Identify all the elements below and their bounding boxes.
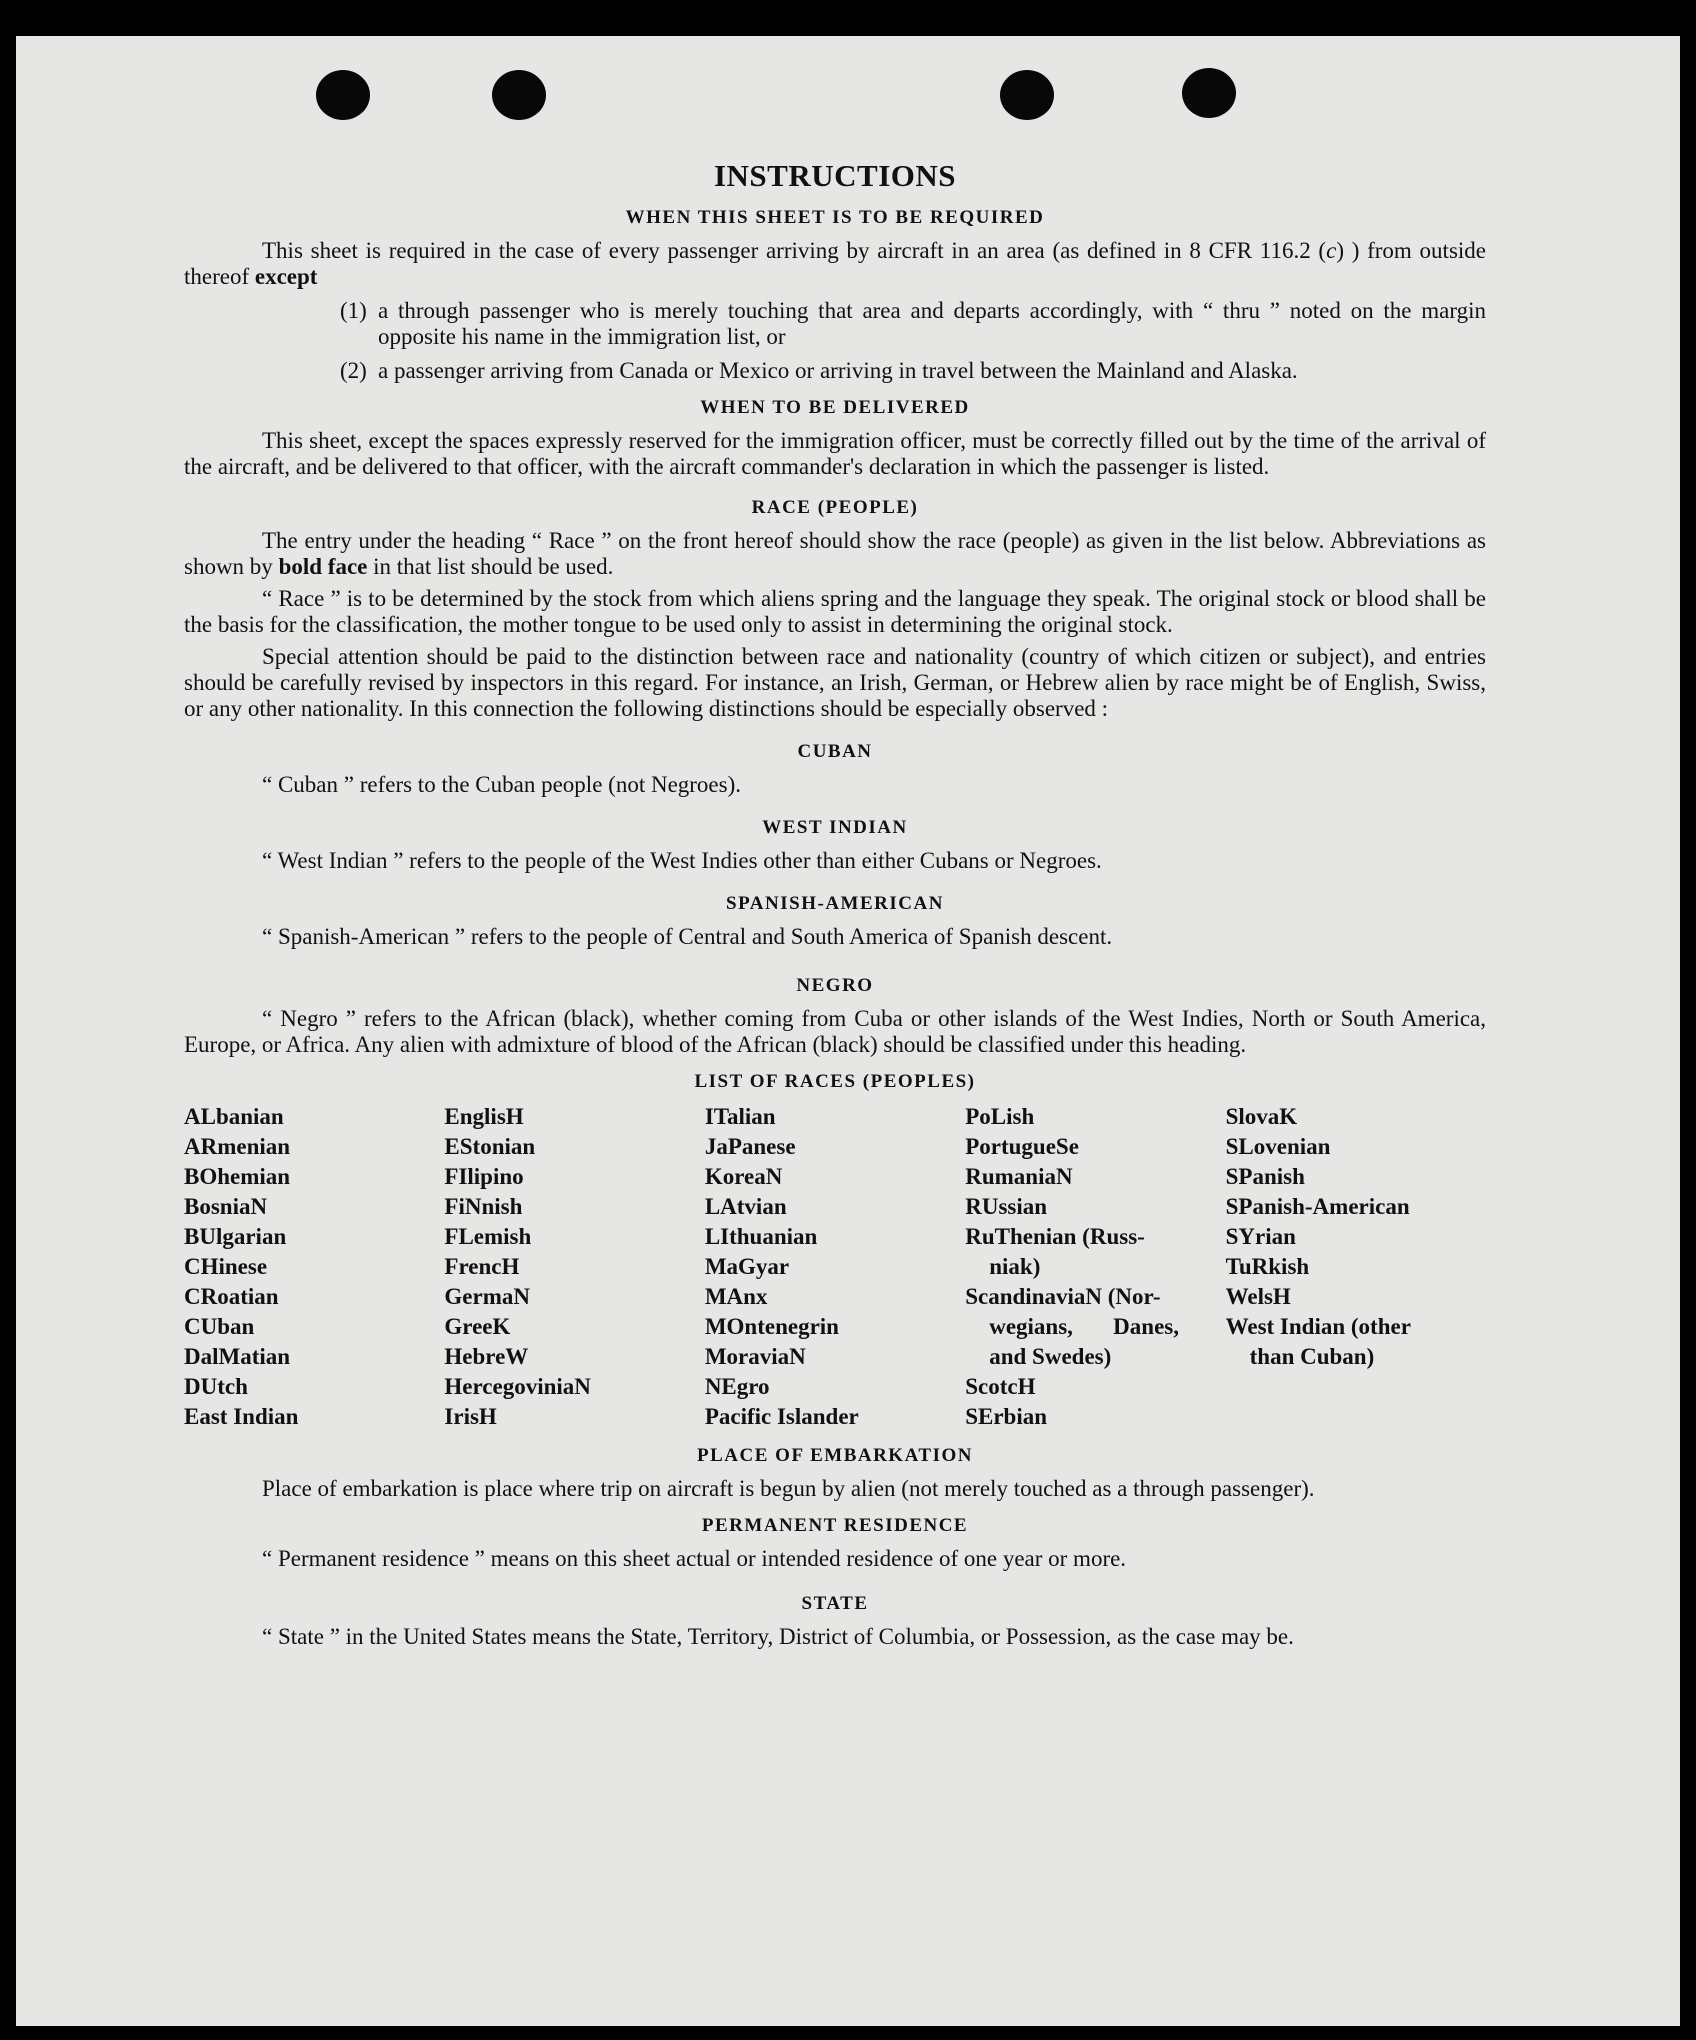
race-entry: Pacific Islander: [704, 1404, 859, 1429]
race-entry: WelsH: [1225, 1284, 1291, 1309]
race-entry: FIlipino: [444, 1164, 524, 1189]
race-entry: wegians, Danes,: [989, 1314, 1179, 1339]
race-paragraph-2: “ Race ” is to be determined by the stock from which aliens spring and the language they speak. The original stock or blood shall be the basis for the classification, the mother tongue to be used only to assist in determining the original stock.: [184, 586, 1486, 637]
race-paragraph-3: Special attention should be paid to the distinction between race and nationality (country of which citizen or subject), and entries should be carefully revised by inspectors in this regard. For instance, an Irish, German, or Hebrew alien by race might be of English, Swiss, or any other nationality. In this connection the following distinctions should be especially observed :: [184, 644, 1486, 721]
heading-cuban: CUBAN: [797, 741, 873, 762]
punch-hole: [492, 70, 546, 120]
race-entry: SYrian: [1225, 1224, 1296, 1249]
race-entry: FiNnish: [444, 1194, 523, 1219]
race-entry: BUlgarian: [184, 1224, 287, 1249]
race-entry: EnglisH: [444, 1104, 524, 1129]
race-entry: ARmenian: [184, 1134, 291, 1159]
race-entry: TuRkish: [1225, 1254, 1310, 1279]
punch-hole: [1000, 70, 1054, 120]
exception-item-1: (1) a through passenger who is merely touching that area and departs accordingly, with “ thru ” noted on the margin opposite his name in the immigration list, or: [340, 298, 1486, 349]
heading-spanish-american: SPANISH-AMERICAN: [726, 893, 944, 914]
heading-west-indian: WEST INDIAN: [762, 817, 908, 838]
race-entry: MoraviaN: [704, 1344, 806, 1369]
race-entry: IrisH: [444, 1404, 497, 1429]
race-entry: PoLish: [965, 1104, 1035, 1129]
race-entry: SPanish-American: [1225, 1194, 1410, 1219]
race-entry: RuThenian (Russ-: [965, 1224, 1145, 1249]
cuban-text: “ Cuban ” refers to the Cuban people (not Negroes).: [262, 772, 742, 797]
page-title: INSTRUCTIONS: [713, 158, 956, 193]
race-entry: BosniaN: [184, 1194, 268, 1219]
heading-residence: PERMANENT RESIDENCE: [701, 1515, 969, 1536]
race-entry: MAnx: [704, 1284, 768, 1309]
race-entry: CRoatian: [184, 1284, 279, 1309]
heading-delivered: WHEN TO BE DELIVERED: [700, 397, 970, 418]
race-entry: ALbanian: [184, 1104, 284, 1129]
race-entry: NEgro: [704, 1374, 770, 1399]
race-entry: JaPanese: [704, 1134, 796, 1159]
race-entry: SPanish: [1225, 1164, 1305, 1189]
race-entry: SLovenian: [1225, 1134, 1331, 1159]
races-column-5: [1226, 1102, 1486, 1432]
race-entry: PortugueSe: [965, 1134, 1079, 1159]
race-entry: BOhemian: [184, 1164, 291, 1189]
race-entry: East Indian: [184, 1404, 299, 1429]
race-entry: than Cuban): [1249, 1344, 1375, 1369]
heading-embarkation: PLACE OF EMBARKATION: [697, 1445, 973, 1466]
west-indian-text: “ West Indian ” refers to the people of the West Indies other than either Cubans or Negroes.: [262, 848, 1102, 873]
race-entry: EStonian: [444, 1134, 536, 1159]
race-entry: ScotcH: [965, 1374, 1036, 1399]
race-entry: CHinese: [184, 1254, 268, 1279]
race-paragraph-1: The entry under the heading “ Race ” on the front hereof should show the race (people) as given in the list below. Abbreviations as shown by bold face in that list should be used.: [184, 528, 1486, 579]
delivered-text: This sheet, except the spaces expressly reserved for the immigration officer, must be correctly filled out by the time of the arrival of the aircraft, and be delivered to that officer, with the aircraft commander's declaration in which the passenger is listed.: [184, 428, 1486, 479]
race-entry: DUtch: [184, 1374, 248, 1399]
race-entry: RUssian: [965, 1194, 1048, 1219]
race-entry: DalMatian: [184, 1344, 291, 1369]
race-entry: ITalian: [704, 1104, 776, 1129]
race-entry: HercegoviniaN: [444, 1374, 591, 1399]
race-entry: RumaniaN: [965, 1164, 1073, 1189]
heading-state: STATE: [801, 1593, 869, 1614]
race-entry: ScandinaviaN (Nor-: [965, 1284, 1161, 1309]
race-entry: MaGyar: [704, 1254, 790, 1279]
race-entry: HebreW: [444, 1344, 529, 1369]
heading-negro: NEGRO: [796, 975, 874, 996]
residence-text: “ Permanent residence ” means on this sheet actual or intended residence of one year or more.: [262, 1546, 1127, 1571]
race-entry: and Swedes): [989, 1344, 1112, 1369]
race-entry: LIthuanian: [704, 1224, 818, 1249]
race-entry: GermaN: [444, 1284, 530, 1309]
race-entry: West Indian (other: [1225, 1314, 1411, 1339]
negro-text: “ Negro ” refers to the African (black), whether coming from Cuba or other islands of the West Indies, North or South America, Europe, or Africa. Any alien with admixture of blood of the African (black) should be classified under this heading.: [184, 1006, 1486, 1057]
races-column-2: [444, 1102, 704, 1432]
race-entry: LAtvian: [704, 1194, 787, 1219]
heading-required: WHEN THIS SHEET IS TO BE REQUIRED: [625, 207, 1045, 228]
race-entry: GreeK: [444, 1314, 511, 1339]
race-entry: SlovaK: [1225, 1104, 1298, 1129]
race-entry: KoreaN: [704, 1164, 783, 1189]
embarkation-text: Place of embarkation is place where trip on aircraft is begun by alien (not merely touched as a through passenger).: [262, 1476, 1315, 1501]
state-text: “ State ” in the United States means the State, Territory, District of Columbia, or Possession, as the case may be.: [262, 1624, 1294, 1649]
race-entry: FLemish: [444, 1224, 532, 1249]
race-entry: CUban: [184, 1314, 255, 1339]
heading-race: RACE (PEOPLE): [751, 497, 919, 518]
heading-list-of-races: LIST OF RACES (PEOPLES): [694, 1071, 976, 1092]
punch-hole: [316, 70, 370, 120]
spanish-american-text: “ Spanish-American ” refers to the people of Central and South America of Spanish descent.: [262, 924, 1113, 949]
instructions-content: [184, 158, 1486, 1656]
punch-hole: [1182, 68, 1236, 118]
required-intro: This sheet is required in the case of every passenger arriving by aircraft in an area (as defined in 8 CFR 116.2 (c) ) from outside thereof except: [184, 238, 1486, 289]
race-entry: MOntenegrin: [704, 1314, 839, 1339]
race-entry: niak): [989, 1254, 1041, 1279]
races-column-4: [965, 1102, 1225, 1432]
races-column-3: [705, 1102, 965, 1432]
exception-item-2: (2) a passenger arriving from Canada or Mexico or arriving in travel between the Mainland and Alaska.: [340, 358, 1298, 383]
races-column-1: [184, 1102, 444, 1432]
races-list: [184, 1102, 1486, 1432]
race-entry: FrencH: [444, 1254, 520, 1279]
race-entry: SErbian: [965, 1404, 1048, 1429]
